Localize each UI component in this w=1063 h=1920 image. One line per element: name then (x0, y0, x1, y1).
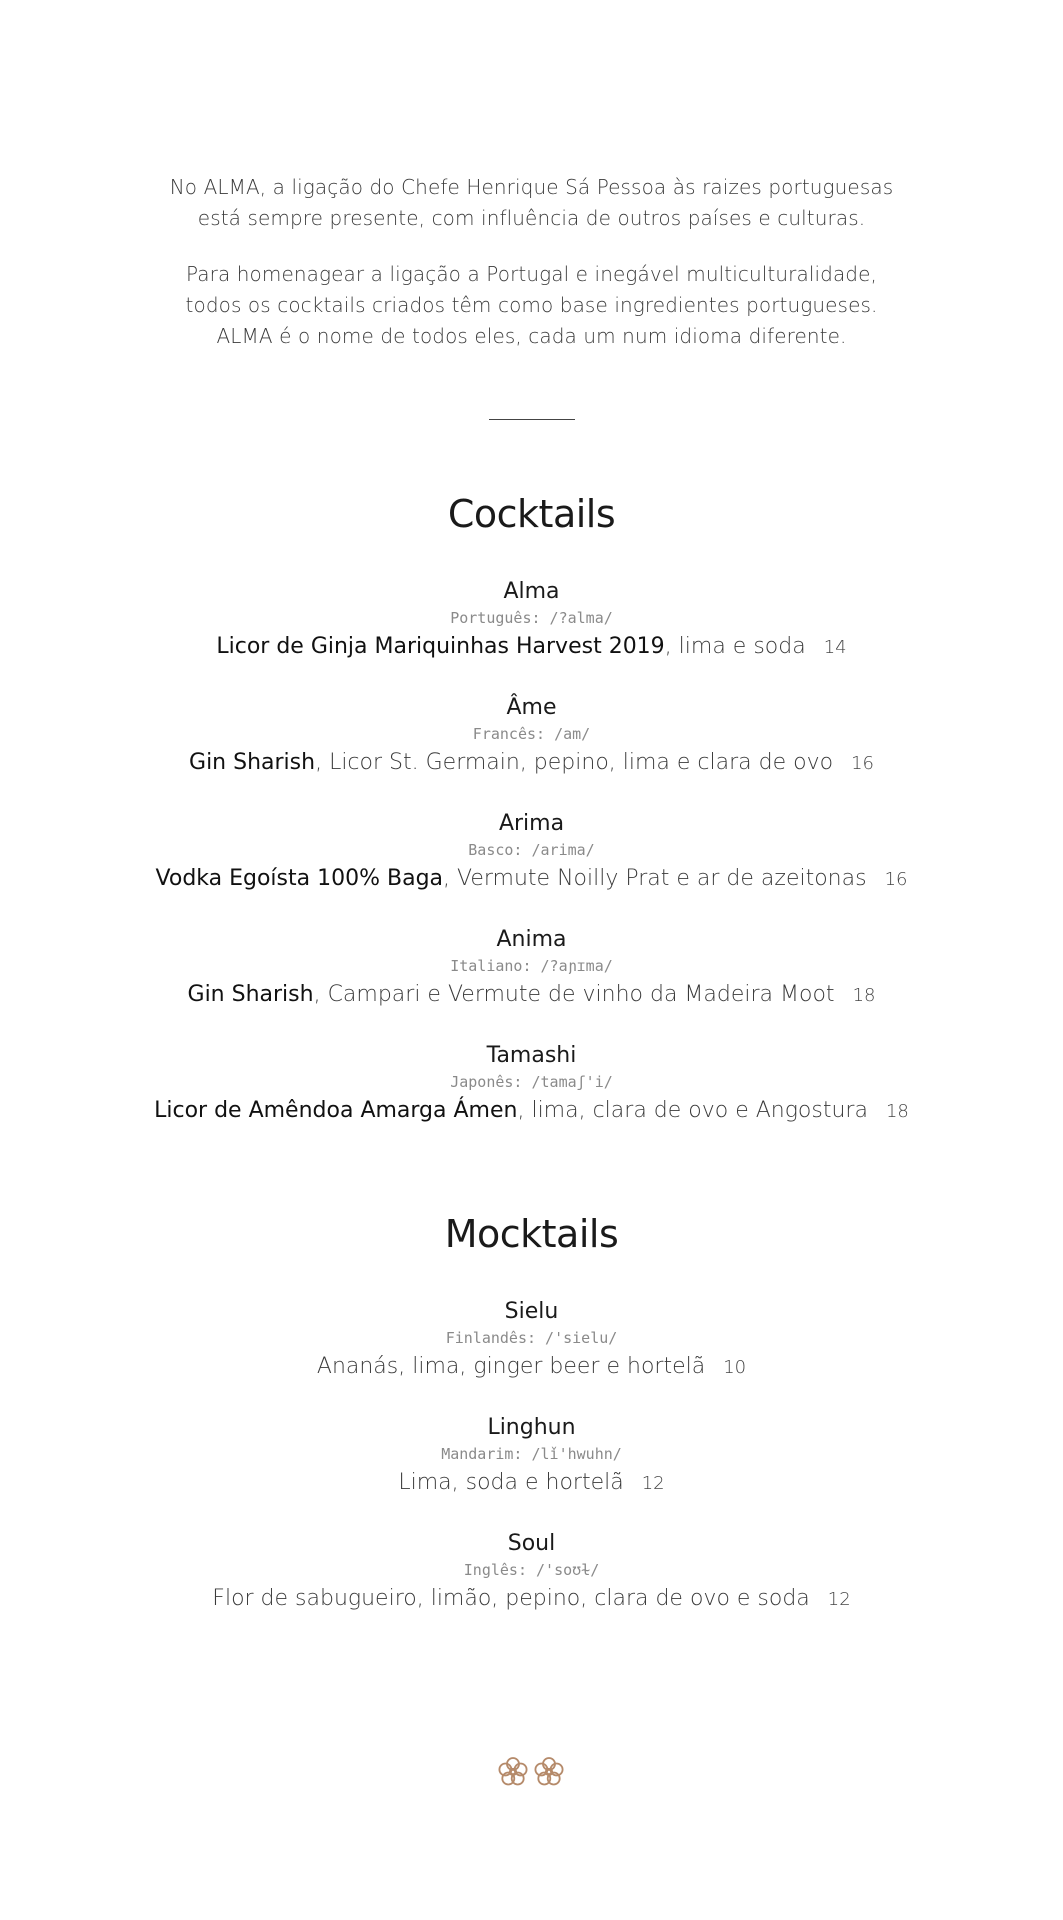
item-ingredients: Flor de sabugueiro, limão, pepino, clara de ovo e soda (212, 1586, 810, 1611)
cocktails-heading: Cocktails (447, 492, 616, 536)
item-brand: Vodka Egoísta 100% Baga (155, 866, 444, 891)
item-pronunciation: Mandarim: /lǐ'hwuhn/ (441, 1445, 622, 1463)
intro-line: todos os cocktails criados têm como base ingredientes portugueses. (185, 293, 878, 317)
item-pronunciation: Japonês: /tamaʃ'i/ (450, 1073, 613, 1091)
mocktails-list (0, 1296, 1063, 1644)
item-pronunciation: Inglês: /'soʊɫ/ (463, 1561, 600, 1579)
item-description (0, 630, 1063, 664)
item-description (0, 978, 1063, 1012)
item-description (0, 1094, 1063, 1128)
intro-paragraph-2 (0, 259, 1063, 352)
item-pronunciation: Finlandês: /'sielu/ (445, 1329, 618, 1347)
item-price: 16 (851, 753, 874, 774)
menu-item (0, 808, 1063, 924)
cocktails-list (0, 576, 1063, 1156)
michelin-stars-graphic (495, 1754, 567, 1790)
item-price: 18 (885, 1101, 909, 1122)
intro-line: está sempre presente, com influência de outros países e culturas. (197, 206, 866, 230)
menu-item (0, 576, 1063, 692)
item-name: Anima (496, 927, 567, 952)
item-price: 12 (827, 1589, 851, 1610)
item-price: 14 (823, 637, 847, 658)
menu-item (0, 1040, 1063, 1156)
item-name: Tamashi (486, 1043, 577, 1068)
item-price: 16 (884, 869, 908, 890)
item-name: Linghun (487, 1415, 576, 1440)
item-pronunciation: Italiano: /?aɲɪma/ (450, 957, 613, 975)
intro-line: ALMA é o nome de todos eles, cada um num idioma diferente. (216, 324, 847, 348)
item-name: Alma (503, 579, 560, 604)
item-price: 12 (641, 1473, 665, 1494)
item-ingredients: Lima, soda e hortelã (398, 1470, 624, 1495)
menu-item (0, 1296, 1063, 1412)
item-ingredients: , Campari e Vermute de vinho da Madeira Moot (313, 982, 835, 1007)
item-ingredients: , Licor St. Germain, pepino, lima e clara de ovo (315, 750, 834, 775)
item-name: Sielu (504, 1299, 559, 1324)
item-pronunciation: Português: /?alma/ (450, 609, 613, 627)
intro-line: Para homenagear a ligação a Portugal e inegável multiculturalidade, (186, 262, 877, 286)
michelin-two-stars-icon (495, 1754, 567, 1790)
item-ingredients: Ananás, lima, ginger beer e hortelã (316, 1354, 706, 1379)
intro-paragraph-1 (0, 172, 1063, 234)
item-name: Âme (506, 695, 557, 720)
item-description (0, 746, 1063, 780)
item-ingredients: , lima e soda (664, 634, 806, 659)
item-brand: Licor de Amêndoa Amarga Ámen (154, 1098, 518, 1123)
item-brand: Gin Sharish (187, 982, 314, 1007)
item-brand: Licor de Ginja Mariquinhas Harvest 2019 (216, 634, 665, 659)
intro-line: No ALMA, a ligação do Chefe Henrique Sá Pessoa às raizes portuguesas (169, 175, 894, 199)
mocktails-heading: Mocktails (444, 1212, 619, 1256)
item-price: 10 (723, 1357, 747, 1378)
item-description (0, 1350, 1063, 1384)
item-pronunciation: Basco: /arima/ (468, 841, 595, 859)
item-brand: Gin Sharish (189, 750, 316, 775)
divider-line (489, 419, 575, 420)
item-description (0, 1582, 1063, 1616)
item-ingredients: , Vermute Noilly Prat e ar de azeitonas (443, 866, 867, 891)
item-description (0, 862, 1063, 896)
item-name: Arima (498, 811, 565, 836)
item-pronunciation: Francês: /am/ (472, 725, 591, 743)
menu-item (0, 1528, 1063, 1644)
menu-item (0, 924, 1063, 1040)
item-description (0, 1466, 1063, 1500)
item-price: 18 (852, 985, 876, 1006)
menu-item (0, 692, 1063, 808)
item-name: Soul (507, 1531, 556, 1556)
item-ingredients: , lima, clara de ovo e Angostura (517, 1098, 868, 1123)
intro-text (0, 172, 1063, 377)
menu-item (0, 1412, 1063, 1528)
